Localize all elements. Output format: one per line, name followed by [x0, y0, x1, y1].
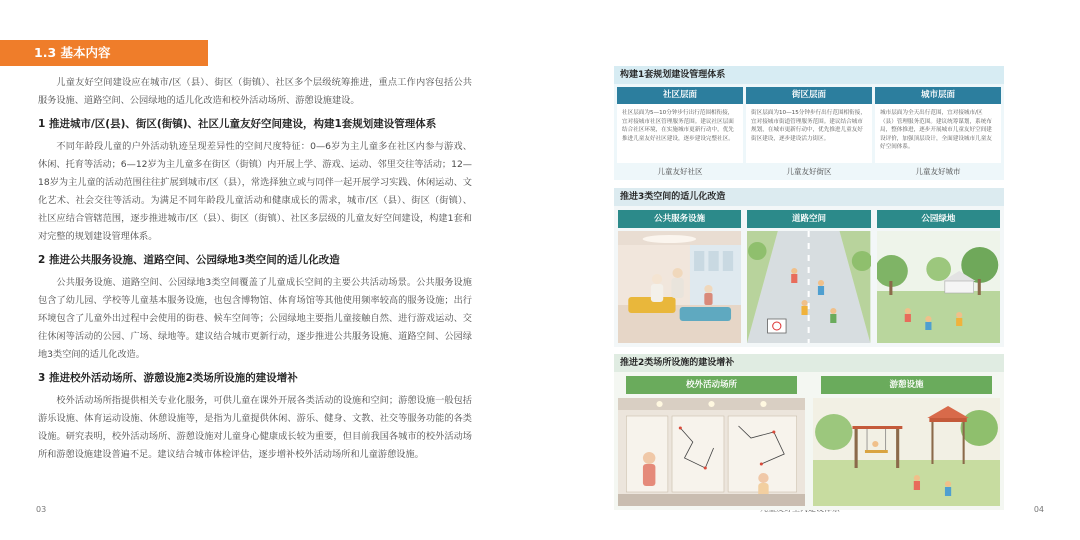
road-space-illustration — [747, 231, 870, 343]
space-tag: 公园绿地 — [877, 210, 1000, 228]
level-foot: 儿童友好社区 — [617, 162, 743, 180]
level-column-district — [746, 87, 872, 180]
page-number-right: 04 — [1033, 505, 1044, 514]
level-text: 城市层面为全天出行范围，宜对接城市/区（县）管理服务范围。建议统筹谋划，系统布局，整体推进，逐步开展城市儿童友好空间建设评价，加强顶层设计，全面建设城市儿童友好空间体系。 — [880, 110, 992, 151]
paragraph-1: 不同年龄段儿童的户外活动轨迹呈现差异性的空间尺度特征：0—6岁为主儿童多在社区内参与游戏、休闲、托育等活动；6—12岁为主儿童多在街区（街镇）内开展上学、游戏、运动、邻里交往等活动；12—18岁为主儿童的活动范围往往扩展到城市/区（县），常选择独立或与同伴一起开展学习实践、休闲运动、文化艺术、社会交往等活动。为满足不同年龄段儿童活动和健康成长的需求，城市/区（县）、街区（街镇）、社区应结合管辖范围，逐步推进城市/区（县）、街区（街镇）、社区多层级的儿童友好空间建设，构建1套和对完整的规划建设管理体系。 — [38, 141, 472, 242]
section-title: 1.3 基本内容 — [0, 40, 208, 66]
panel-3-title: 推进2类场所设施的建设增补 — [614, 354, 1004, 372]
level-foot: 儿童友好城市 — [875, 162, 1001, 180]
panel-1-title: 构建1套规划建设管理体系 — [614, 66, 1004, 84]
space-tag: 公共服务设施 — [618, 210, 741, 228]
space-road — [747, 210, 870, 343]
facility-tag: 校外活动场所 — [626, 376, 797, 394]
page-number-left: 03 — [36, 505, 47, 514]
public-service-illustration — [618, 231, 741, 343]
space-park — [877, 210, 1000, 343]
recreation-illustration — [813, 398, 1000, 506]
extracurricular-illustration — [618, 398, 805, 506]
space-public-service — [618, 210, 741, 343]
left-text-column — [38, 74, 472, 469]
panel-2-title: 推进3类空间的适儿化改造 — [614, 188, 1004, 206]
level-text: 街区层面为10—15分钟步行出行范围相衔接，宜对接城市街道管理服务范围。建议结合城市规划，在城市更新行动中，优先推进儿童友好街区建设，逐步建设活力街区。 — [751, 110, 866, 142]
panel-space-renovation — [614, 188, 1004, 347]
intro-paragraph: 儿童友好空间建设应在城市/区（县）、街区（街镇）、社区多个层级统筹推进，重点工作内容包括公共服务设施、道路空间、公园绿地的适儿化改造和校外活动场所、游憩设施建设。 — [38, 77, 472, 106]
paragraph-3: 校外活动场所指提供相关专业化服务，可供儿童在课外开展各类活动的设施和空间；游憩设施一般包括游乐设施、体育运动设施、休憩设施等，是指为儿童提供休闲、游乐、健身、文教、社交等服务功能的各类设施。研究表明，校外活动场所、游憩设施对儿童身心健康成长较为重要，但目前我国各城市的校外活动场所和游憩设施建设普遍不足。建议结合城市体检评估，逐步增补校外活动场所和儿童游憩设施。 — [38, 395, 472, 460]
paragraph-2: 公共服务设施、道路空间、公园绿地3类空间覆盖了儿童成长空间的主要公共活动场景。公共服务设施包含了幼儿园、学校等儿童基本服务设施，也包含博物馆、体育场馆等其他使用频率较高的服务设施；出行环境包含了儿童外出过程中会使用的街巷、候车空间等；公园绿地主要指儿童接触自然、进行游戏运动、交往休闲等活动的公园、广场、绿地等。建议结合城市更新行动，逐步推进公共服务设施、道路空间、公园绿地3类空间的适儿化改造。 — [38, 277, 472, 360]
level-title: 社区层面 — [617, 87, 743, 104]
heading-2: 2 推进公共服务设施、道路空间、公园绿地3类空间的适儿化改造 — [38, 254, 340, 266]
level-title: 城市层面 — [875, 87, 1001, 104]
facility-recreation — [813, 376, 1000, 506]
level-column-community — [617, 87, 743, 180]
park-illustration — [877, 231, 1000, 343]
panel-management-system — [614, 66, 1004, 180]
facility-extracurricular — [618, 376, 805, 506]
level-foot: 儿童友好街区 — [746, 162, 872, 180]
level-title: 街区层面 — [746, 87, 872, 104]
facility-tag: 游憩设施 — [821, 376, 992, 394]
heading-1: 1 推进城市/区(县)、街区(街镇)、社区儿童友好空间建设，构建1套规划建设管理体系 — [38, 118, 437, 130]
heading-3: 3 推进校外活动场所、游憩设施2类场所设施的建设增补 — [38, 372, 298, 384]
space-tag: 道路空间 — [747, 210, 870, 228]
panel-facility-supplement — [614, 354, 1004, 510]
level-column-city — [875, 87, 1001, 180]
level-text: 社区层面为5—10分钟步行出行范围相衔接，宜对接城市社区管理服务范围。建议社区层面结合社区环境，在实施城市更新行动中，优先推进儿童友好社区建设，逐步建设完整社区。 — [622, 110, 734, 142]
